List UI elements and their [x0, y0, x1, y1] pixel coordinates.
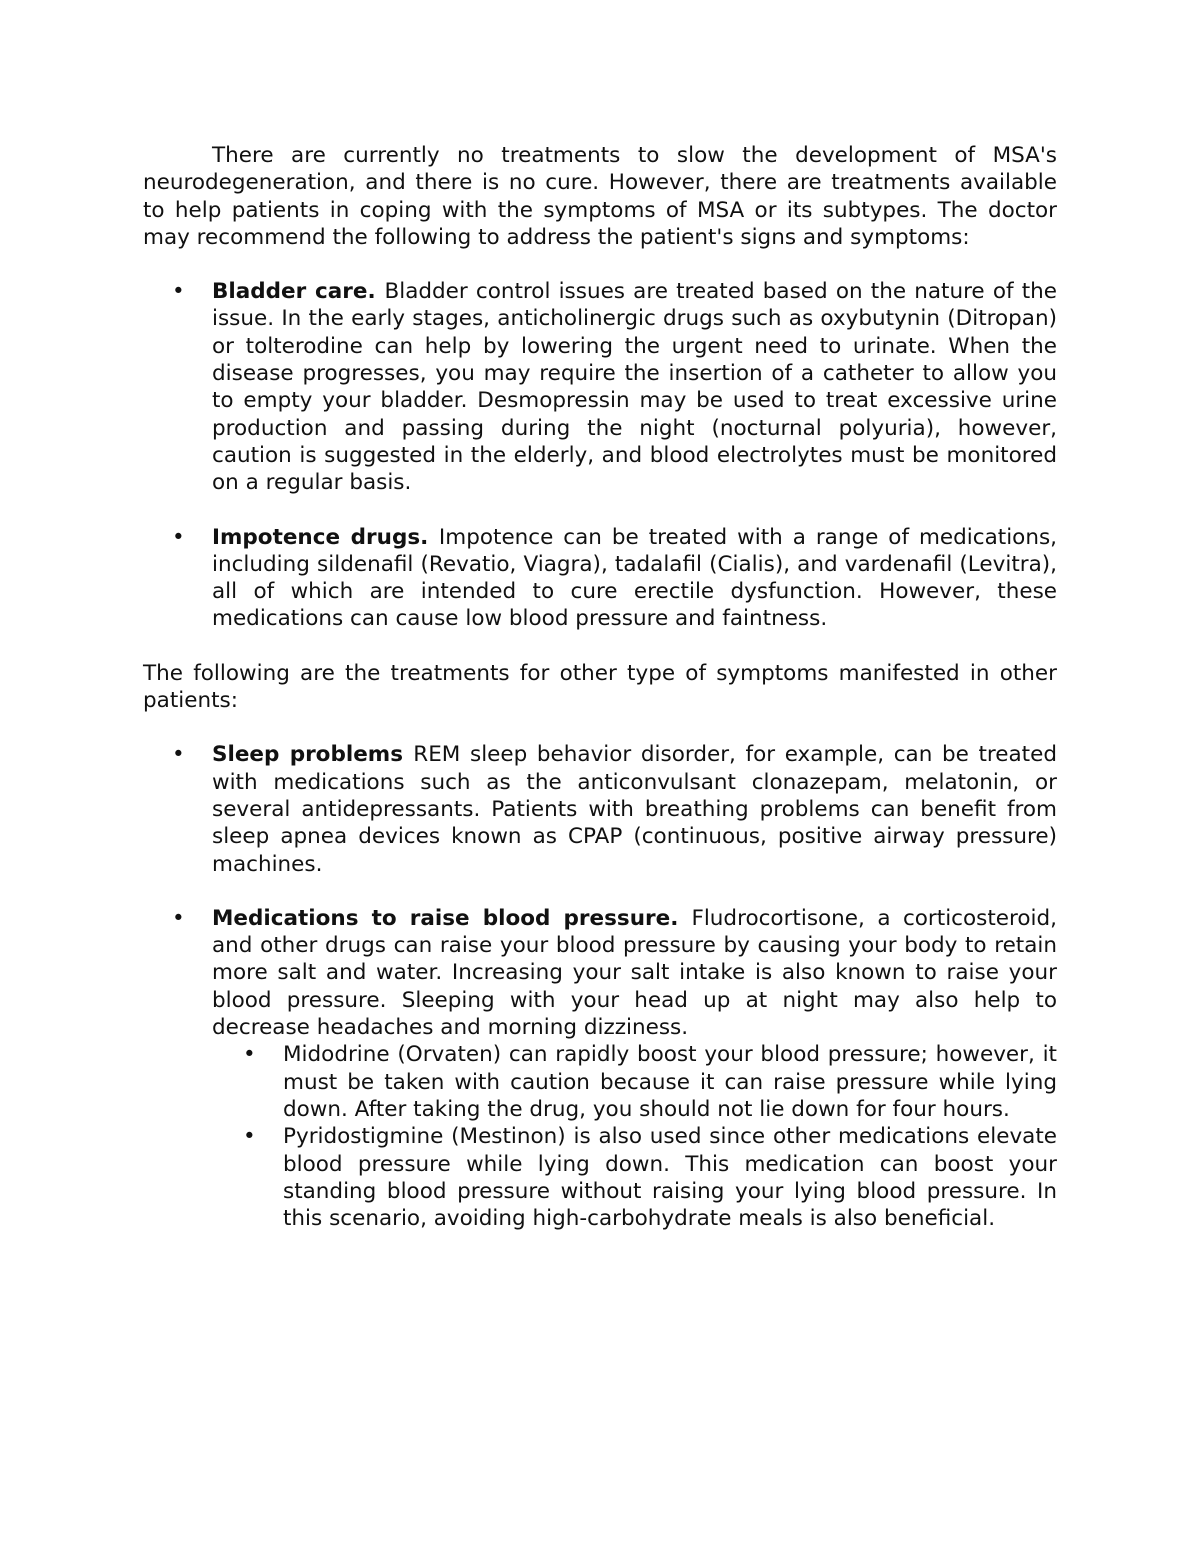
blood-pressure-sublist	[212, 1041, 1057, 1232]
item-heading: Medications to raise blood pressure.	[212, 905, 692, 931]
list-item-impotence-drugs	[172, 524, 1057, 633]
item-heading: Bladder care.	[212, 279, 385, 305]
item-text: Impotence can be treated with a range of medications, including sildenafil (Revatio, Viagra), tadalafil (Cialis), and vardenafil (Levitra), all of which are intended to cure erectile dysfunction. However, these medications can cause low blood pressure and faintness.	[212, 524, 1057, 632]
other-symptoms-paragraph: The following are the treatments for other type of symptoms manifested in other patients:	[143, 660, 1057, 714]
item-text: Fludrocortisone, a corticosteroid, and other drugs can raise your blood pressure by causing your body to retain more salt and water. Increasing your salt intake is also known to raise your blood pressure. Sleeping with your head up at night may also help to decrease headaches and morning dizziness.	[212, 905, 1057, 1041]
bullet-icon: •	[172, 279, 185, 305]
sublist-item-midodrine	[243, 1041, 1057, 1123]
list-item-sleep-problems	[172, 741, 1057, 877]
item-text: Bladder control issues are treated based on the nature of the issue. In the early stages, anticholinergic drugs such as oxybutynin (Ditropan) or tolterodine can help by lowering the urgent need to urinate. When the disease progresses, you may require the insertion of a catheter to allow you to empty your bladder. Desmopressin may be used to treat excessive urine production and passing during the night (nocturnal polyuria), however, caution is suggested in the elderly, and blood electrolytes must be monitored on a regular basis.	[212, 279, 1057, 496]
bullet-icon: •	[243, 1042, 256, 1068]
sublist-item-text: Pyridostigmine (Mestinon) is also used since other medications elevate blood pressure while lying down. This medication can boost your standing blood pressure without raising your lying blood pressure. In this scenario, avoiding high-carbohydrate meals is also beneficial.	[283, 1124, 1057, 1232]
list-item-bladder-care	[172, 278, 1057, 496]
treatment-list-1	[143, 278, 1057, 633]
bullet-icon: •	[172, 905, 185, 931]
item-heading: Impotence drugs.	[212, 524, 439, 550]
bullet-icon: •	[172, 742, 185, 768]
sublist-item-text: Midodrine (Orvaten) can rapidly boost your blood pressure; however, it must be taken with caution because it can raise pressure while lying down. After taking the drug, you should not lie down for four hours.	[283, 1042, 1057, 1122]
list-item-blood-pressure	[172, 905, 1057, 1233]
document-page	[143, 142, 1057, 1232]
bullet-icon: •	[243, 1124, 256, 1150]
bullet-icon: •	[172, 524, 185, 550]
intro-paragraph: There are currently no treatments to slow the development of MSA's neurodegeneration, and there is no cure. However, there are treatments available to help patients in coping with the symptoms of MSA or its subtypes. The doctor may recommend the following to address the patient's signs and symptoms:	[143, 143, 1057, 250]
item-text: REM sleep behavior disorder, for example, can be treated with medications such as the anticonvulsant clonazepam, melatonin, or several antidepressants. Patients with breathing problems can benefit from sleep apnea devices known as CPAP (continuous, positive airway pressure) machines.	[212, 742, 1057, 877]
treatment-list-2	[143, 741, 1057, 1232]
item-heading: Sleep problems	[212, 742, 414, 768]
sublist-item-pyridostigmine	[243, 1123, 1057, 1232]
